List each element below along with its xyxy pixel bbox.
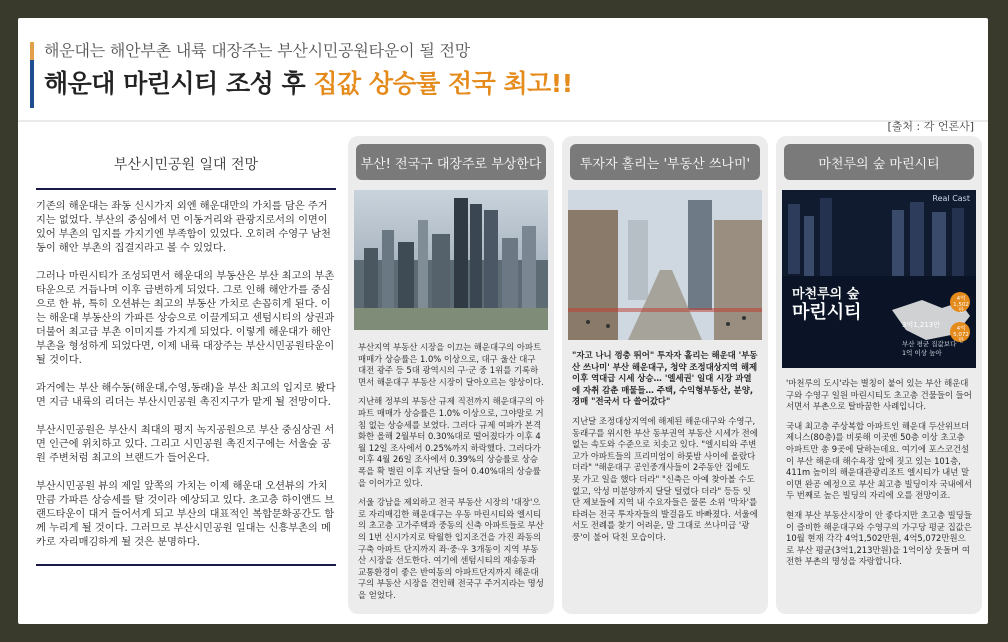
street-illustration xyxy=(568,190,762,340)
column-busan xyxy=(348,136,554,614)
column-title: 부산! 전국구 대장주로 부상한다 xyxy=(356,144,546,180)
infographic-footnote xyxy=(902,340,956,358)
left-paragraph: 과거에는 부산 해수동(해운대,수영,동래)을 부산 최고의 입지로 봤다면 지금 내륙의 리더는 부산시민공원 촉진지구가 맡게 될 전망이다. xyxy=(36,383,336,408)
column-title: 마천루의 숲 마린시티 xyxy=(784,144,974,180)
column-paragraph: 지난달 조정대상지역에 해제된 해운대구와 수영구, 동래구를 위시한 부산 동부권역 부동산 시세가 전에 없는 속도와 수준으로 치솟고 있다. "엘시티와 주변 고가 아파트들의 프리미엄이 하룻밤 사이에 올랐다 더라" "해운대구 공인중개사들이 2주동안 집에도 못 가고 일을 했다 더라" "신축은 아예 찾아볼 수도 없고, 악성 미분양까지 달달 털렸다 더라" 등등 잇단 제보들에 지역 내 수요자들은 물론 소위 '막차'를 타려는 전국 투자자들의 발걸음도 바빠졌다. 서울에서도 전례를 찾기 어려운, 말 그대로 쓰나미급 '광풍'이 불어 닥친 모습이다. xyxy=(572,415,758,542)
badge-busan-average: 3억1,213만 xyxy=(902,321,941,329)
left-paragraph: 기존의 해운대는 좌동 신시가지 외엔 해운대만의 가치를 담은 주거지는 없었다. 부산의 중심에서 먼 이동거리와 관광지로서의 이면이 있어 부촌의 입지를 가지기엔 부족함이 있었다. 오히려 수영구 남천동이 해안 부촌의 집결지라고 볼 수 있었다. xyxy=(36,201,331,254)
infographic-title xyxy=(792,286,862,322)
left-rule-bottom xyxy=(36,564,336,566)
badge-suyeong: 4억 5,072만 xyxy=(953,326,969,344)
infographic-footnote-line2: 1억 이상 높아 xyxy=(902,349,942,357)
column-paragraph: 서울 강남을 제외하고 전국 부동산 시장의 '대장'으로 자리매김한 해운대구는 우동 마린시티와 엘시티의 초고층 고가주택과 중동의 신축 아파트들로 부산의 1번 신시가지로 탁월한 입지조건을 가진 좌동의 구축 아파트 단지까지 좌·중·우 3개동이 지역 부동산 시장을 선도한다. 여기에 센텀시티의 재송동과 교통환경이 좋은 반여동의 아파트단지까지 해운대구의 부동산 시장을 견인해 전국구 주거지라는 명성을 얻었다. xyxy=(358,497,544,600)
headline-plain: 해운대 마린시티 조성 후 xyxy=(44,69,314,98)
column-text xyxy=(786,378,972,576)
column-title: 투자자 홀리는 '부동산 쓰나미' xyxy=(570,144,760,180)
marine-city-infographic xyxy=(782,190,976,368)
column-tsunami xyxy=(562,136,768,614)
left-title: 부산시민공원 일대 전망 xyxy=(113,157,259,173)
column-paragraph: 지난해 정부의 부동산 규제 직전까지 해운대구의 아파트 매매가 상승률은 1.0% 이상으로, 그야말로 거침 없는 상승세를 보였다. 그러다 규제 여파가 본격화한 올해 2월부터 0.30%대로 떨어졌다가 이후 4월 12일 조사에서 0.25%까지 하락했다. 그러다가 이후 4월 26일 조사에서 0.39%의 상승률로 상승폭을 확 벌린 이후 지난달 들어 0.40%대의 상승률을 이어가고 있다. xyxy=(358,396,544,488)
column-paragraph: '마천루의 도시'라는 별칭이 붙어 있는 부산 해운대구와 수영구 일원 마린시티도 초고층 건물들이 들어서면서 부촌으로 탈바꿈한 사례입니다. xyxy=(786,378,972,412)
accent-bar-orange xyxy=(30,42,34,60)
left-paragraph: 그러나 마린시티가 조성되면서 해운대의 부동산은 부산 최고의 부촌타운으로 거듭나며 이후 급변하게 되었다. 그로 인해 해안가를 중심으로 한 뷰, 특히 오션뷰는 최고의 부동산 가치로 손꼽히게 된다. 이는 해운대 부동산의 가파른 상승으로 이끌게되고 센텀시티의 상권과 더불어 최고급 부촌 이미지를 가지게 되었다. 이렇게 해운대가 해안부촌을 형성하게 되었다면, 이제 내륙 대장주는 부산시민공원타운이 될 것이다. xyxy=(36,271,335,366)
headline-accent: 집값 상승률 전국 최고!! xyxy=(313,69,573,98)
city-skyline-photo xyxy=(354,190,548,330)
brand-logo: Real Cast xyxy=(932,194,970,203)
left-rule-top xyxy=(36,188,336,190)
left-body xyxy=(36,200,336,550)
source-credit: [출처 : 각 언론사] xyxy=(887,120,974,133)
header-divider xyxy=(18,120,988,122)
headline xyxy=(44,64,573,100)
skyline-illustration xyxy=(354,190,548,330)
column-paragraph: 국내 최고층 주상복합 아파트인 해운대 두산위브더제니스(80층)를 비롯해 이곳엔 50층 이상 초고층 아파트만 총 9곳에 달하는데요. 여기에 포스코건설이 부산 해운대 해수욕장 앞에 짓고 있는 101층, 411m 높이의 해운대관광리조트 엘시티가 내년 말이면 완공 예정으로 부산 최고층 빌딩이자 국내에서 두 번째로 높은 빌딩의 자리에 오를 전망이죠. xyxy=(786,420,972,501)
column-marine-city xyxy=(776,136,982,614)
left-paragraph: 부산시민공원 뷰의 제일 앞쪽의 가치는 이제 해운대 오션뷰의 가치만큼 가파른 상승세를 탈 것이라 예상되고 있다. 초고층 하이앤드 브랜드타운이 대거 들어서게 되고 부산의 대표적인 복합문화공간도 함께 누리게 될 것이다. 그러므로 부산시민공원 일대는 신흥부촌의 메카로 자리매김하게 될 것은 분명하다. xyxy=(36,481,335,548)
left-paragraph: 부산시민공원은 부산시 최대의 평지 녹지공원으로 부산 중심상권 서면 인근에 위치하고 있다. 그리고 시민공원 촉진지구에는 서울숲 공원 주변처럼 최고의 브랜드가 들어온다. xyxy=(36,425,335,464)
subtitle: 해운대는 해안부촌 내륙 대장주는 부산시민공원타운이 될 전망 xyxy=(44,41,470,60)
header xyxy=(30,38,970,120)
infographic-footnote-line1: 부산 평균 집값보다 xyxy=(902,340,957,348)
column-text xyxy=(572,350,758,552)
article-page xyxy=(18,18,988,624)
left-column xyxy=(36,140,336,580)
column-text xyxy=(358,342,544,609)
infographic-title-line2: 마린시티 xyxy=(792,302,862,323)
badge-haeundae: 4억 1,502만 xyxy=(953,296,969,314)
column-paragraph: 현재 부산 부동산시장이 안 좋다지만 초고층 빌딩들이 즐비한 해운대구와 수영구의 가구당 평균 집값은 10월 현재 각각 4억1,502만원, 4억5,072만원으로 부산 평균(3억1,213만원)을 1억이상 웃돌며 여전한 부촌의 명성을 자랑합니다. xyxy=(786,509,972,567)
infographic-title-line1: 마천루의 숲 xyxy=(792,287,860,302)
street-photo xyxy=(568,190,762,340)
column-paragraph: 부산지역 부동산 시장을 이끄는 해운대구의 아파트 매매가 상승률은 1.0% 이상으로, 대구 울산 대구 대전 광주 등 5대 광역시의 구·군 중 1위를 기록하면서 해운대구 부동산 시장이 달아오르는 양상이다. xyxy=(358,342,544,387)
column-lead: "자고 나니 껑충 뛰어" 투자자 홀리는 해운대 '부동산 쓰나미' 부산 해운대구, 청약 조정대상지역 해제 이후 역대급 시세 상승… '엘세권' 일대 시장 과열에 자취 감춘 매물들… 주택, 수익형부동산, 분양, 경매 "전국서 다 쓸어갔다" xyxy=(572,350,758,407)
